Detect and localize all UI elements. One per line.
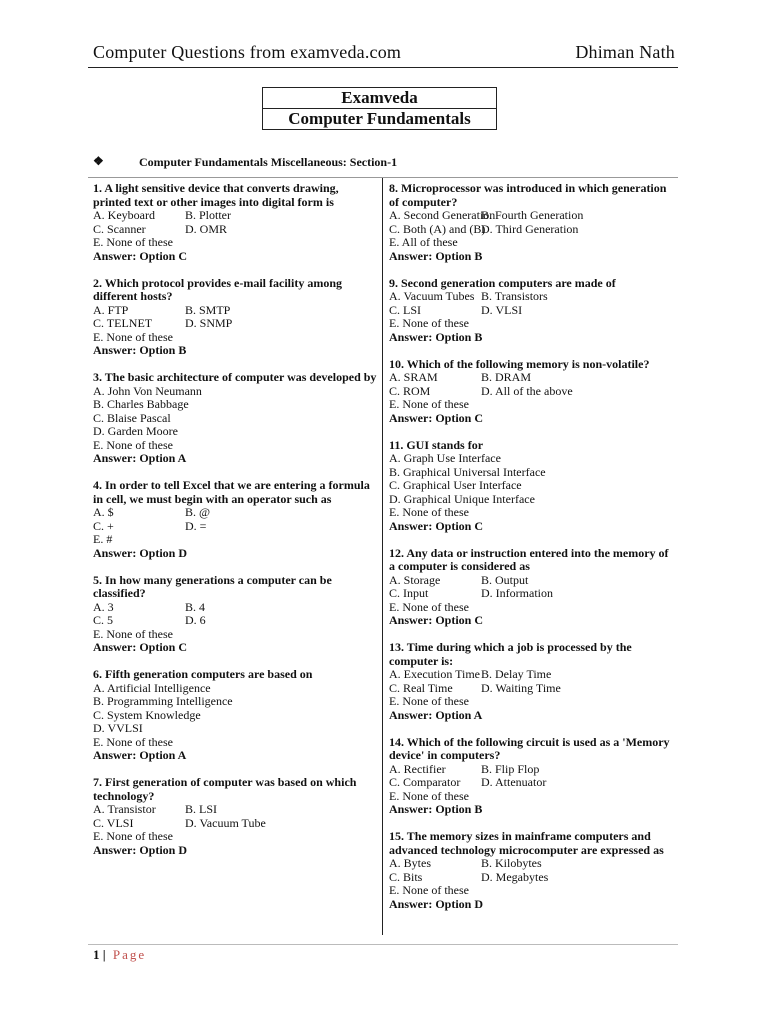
- title-sub: Computer Fundamentals: [288, 109, 471, 128]
- option-text: A. $: [93, 505, 114, 519]
- option-row: [389, 223, 674, 237]
- question-text: 3. The basic architecture of computer was developed by: [93, 370, 377, 384]
- option-text: E. None of these: [389, 883, 469, 897]
- option-text: C. Input: [389, 586, 429, 600]
- option-text: B. SMTP: [185, 302, 231, 317]
- option-text: E. None of these: [93, 734, 173, 749]
- option-text: E. None of these: [389, 788, 469, 803]
- title-main: Examveda: [263, 88, 496, 109]
- option-row: [389, 668, 674, 682]
- option-text: A. Keyboard: [93, 208, 155, 222]
- option-row: [389, 682, 674, 696]
- option-row: [389, 574, 674, 588]
- question-block: [389, 547, 674, 628]
- answer-text: Answer: Option D: [93, 545, 188, 560]
- option-text: C. VLSI: [93, 815, 134, 830]
- option-text: B. @: [185, 505, 211, 519]
- option-text: B. Programming Intelligence: [93, 694, 233, 708]
- option-row: [93, 817, 378, 831]
- question-text: 15. The memory sizes in mainframe computers and advanced technology microcomputer are expressed as: [389, 829, 664, 857]
- option-text: A. Graph Use Interface: [389, 451, 501, 465]
- option-text: A. Bytes: [389, 856, 431, 870]
- question-text: 1. A light sensitive device that converts drawing, printed text or other images into digital form is: [93, 181, 339, 209]
- option-text: C. ROM: [389, 383, 431, 398]
- question-text: 6. Fifth generation computers are based on: [93, 667, 313, 681]
- question-block: [93, 668, 378, 763]
- option-row: [93, 304, 378, 318]
- option-text: C. Comparator: [389, 775, 461, 789]
- option-text: B. DRAM: [481, 370, 532, 384]
- option-text: B. Kilobytes: [481, 856, 542, 870]
- right-column: [389, 182, 674, 925]
- option-text: A. 3: [93, 599, 114, 614]
- option-row: [93, 317, 378, 331]
- option-text: B. Flip Flop: [481, 761, 540, 776]
- option-text: E. None of these: [389, 505, 469, 519]
- option-text: D. =: [185, 518, 207, 533]
- option-row: [389, 857, 674, 871]
- option-text: E. #: [93, 532, 113, 546]
- option-text: E. All of these: [389, 235, 458, 249]
- question-text: 2. Which protocol provides e-mail facility among different hosts?: [93, 275, 342, 303]
- option-row: [389, 871, 674, 885]
- answer-text: Answer: Option C: [93, 248, 188, 263]
- option-text: D. VLSI: [481, 302, 523, 317]
- option-text: B. Charles Babbage: [93, 397, 189, 411]
- question-text: 14. Which of the following circuit is used as a 'Memory device' in computers?: [389, 734, 670, 762]
- question-block: [389, 358, 674, 426]
- question-block: [389, 277, 674, 345]
- option-text: D. Waiting Time: [481, 680, 561, 695]
- option-text: C. Blaise Pascal: [93, 410, 171, 425]
- option-text: D. Attenuator: [481, 775, 547, 789]
- option-text: A. Artificial Intelligence: [93, 680, 211, 695]
- section-title: Computer Fundamentals Miscellaneous: Section-1: [139, 155, 398, 169]
- option-text: D. Garden Moore: [93, 424, 178, 438]
- option-text: E. None of these: [93, 329, 173, 344]
- header-divider: [88, 67, 678, 68]
- option-text: E. None of these: [93, 235, 173, 249]
- answer-text: Answer: Option B: [389, 802, 483, 816]
- option-text: C. +: [93, 518, 114, 533]
- answer-text: Answer: Option D: [93, 842, 188, 857]
- page-label: Page: [112, 947, 147, 962]
- option-text: D. VVLSI: [93, 721, 143, 735]
- option-text: A. Execution Time: [389, 667, 481, 681]
- option-text: B. LSI: [185, 802, 218, 816]
- option-row: [389, 371, 674, 385]
- option-text: C. TELNET: [93, 316, 153, 330]
- option-row: [93, 520, 378, 534]
- option-text: B. 4: [185, 599, 206, 614]
- answer-text: Answer: Option A: [93, 451, 187, 465]
- option-text: C. System Knowledge: [93, 707, 201, 722]
- question-block: [93, 776, 378, 857]
- option-text: C. Real Time: [389, 680, 453, 695]
- option-text: D. Information: [481, 586, 553, 600]
- option-text: B. Output: [481, 572, 529, 587]
- option-text: D. Megabytes: [481, 869, 549, 884]
- option-row: [93, 803, 378, 817]
- question-block: [389, 830, 674, 911]
- page-footer: [93, 947, 146, 963]
- answer-text: Answer: Option A: [93, 748, 187, 762]
- option-row: [93, 209, 378, 223]
- answer-text: Answer: Option D: [389, 896, 484, 911]
- option-text: C. LSI: [389, 302, 422, 317]
- answer-text: Answer: Option C: [389, 410, 484, 425]
- option-text: B. Fourth Generation: [481, 208, 584, 222]
- title-box: [262, 87, 497, 130]
- header-site-title: Computer Questions from examveda.com: [93, 42, 402, 62]
- option-text: C. Graphical User Interface: [389, 478, 522, 492]
- question-block: [93, 277, 378, 358]
- option-text: C. 5: [93, 613, 114, 627]
- footer-divider: [88, 944, 678, 945]
- option-row: [389, 587, 674, 601]
- header-author: Dhiman Nath: [575, 42, 675, 62]
- option-text: B. Plotter: [185, 208, 232, 222]
- option-text: B. Graphical Universal Interface: [389, 464, 546, 479]
- page-number: 1: [93, 947, 100, 962]
- option-text: E. None of these: [93, 437, 173, 452]
- option-row: [93, 506, 378, 520]
- option-text: D. Vacuum Tube: [185, 815, 266, 830]
- option-text: E. None of these: [389, 694, 469, 708]
- question-text: 9. Second generation computers are made of: [389, 275, 616, 290]
- answer-text: Answer: Option B: [389, 329, 483, 344]
- question-block: [389, 736, 674, 817]
- question-block: [93, 182, 378, 263]
- question-block: [389, 182, 674, 263]
- option-text: D. All of the above: [481, 383, 573, 398]
- footer-separator: |: [102, 947, 106, 962]
- option-row: [93, 223, 378, 237]
- option-text: A. Rectifier: [389, 761, 446, 776]
- question-block: [389, 641, 674, 722]
- option-text: E. None of these: [389, 316, 469, 330]
- option-text: D. 6: [185, 613, 206, 627]
- option-text: A. Transistor: [93, 802, 156, 816]
- left-column: [93, 182, 378, 871]
- option-text: C. Scanner: [93, 221, 146, 236]
- option-text: A. SRAM: [389, 370, 438, 384]
- answer-text: Answer: Option C: [389, 518, 484, 533]
- question-text: 5. In how many generations a computer can be classified?: [93, 572, 332, 600]
- answer-text: Answer: Option C: [389, 613, 484, 627]
- option-text: D. Third Generation: [481, 221, 579, 236]
- page-header: [93, 42, 675, 68]
- option-text: D. SNMP: [185, 316, 233, 330]
- question-text: 13. Time during which a job is processed by the computer is:: [389, 640, 632, 668]
- option-text: A. Second Generation: [389, 208, 496, 222]
- option-text: B. Transistors: [481, 289, 548, 303]
- column-divider: [382, 178, 383, 935]
- answer-text: Answer: Option B: [389, 248, 483, 263]
- option-text: E. None of these: [389, 599, 469, 614]
- option-row: [389, 776, 674, 790]
- answer-text: Answer: Option B: [93, 343, 187, 357]
- option-row: [389, 290, 674, 304]
- option-text: E. None of these: [93, 626, 173, 641]
- option-text: E. None of these: [389, 397, 469, 411]
- option-text: A. FTP: [93, 302, 129, 317]
- option-row: [389, 385, 674, 399]
- question-text: 11. GUI stands for: [389, 437, 484, 452]
- option-row: [93, 601, 378, 615]
- question-block: [93, 574, 378, 655]
- option-row: [389, 763, 674, 777]
- answer-text: Answer: Option C: [93, 640, 188, 654]
- option-text: A. John Von Neumann: [93, 383, 202, 398]
- option-text: A. Storage: [389, 572, 441, 587]
- option-text: D. OMR: [185, 221, 228, 236]
- table-top-rule: [88, 177, 678, 178]
- option-text: E. None of these: [93, 829, 173, 843]
- question-text: 8. Microprocessor was introduced in which generation of computer?: [389, 181, 667, 209]
- question-text: 10. Which of the following memory is non-volatile?: [389, 356, 650, 371]
- answer-text: Answer: Option A: [389, 707, 483, 722]
- option-row: [389, 304, 674, 318]
- option-text: C. Both (A) and (B): [389, 221, 486, 236]
- option-text: B. Delay Time: [481, 667, 552, 681]
- question-block: [93, 479, 378, 560]
- option-text: A. Vacuum Tubes: [389, 289, 475, 303]
- question-block: [93, 371, 378, 466]
- option-text: C. Bits: [389, 869, 423, 884]
- option-text: D. Graphical Unique Interface: [389, 491, 535, 506]
- question-text: 12. Any data or instruction entered into the memory of a computer is considered as: [389, 545, 669, 573]
- question-block: [389, 439, 674, 534]
- question-text: 7. First generation of computer was based on which technology?: [93, 775, 357, 803]
- option-row: [389, 209, 674, 223]
- question-text: 4. In order to tell Excel that we are entering a formula in cell, we must begin with an operator such as: [93, 478, 370, 506]
- option-row: [93, 614, 378, 628]
- diamond-bullet-icon: ❖: [93, 154, 104, 168]
